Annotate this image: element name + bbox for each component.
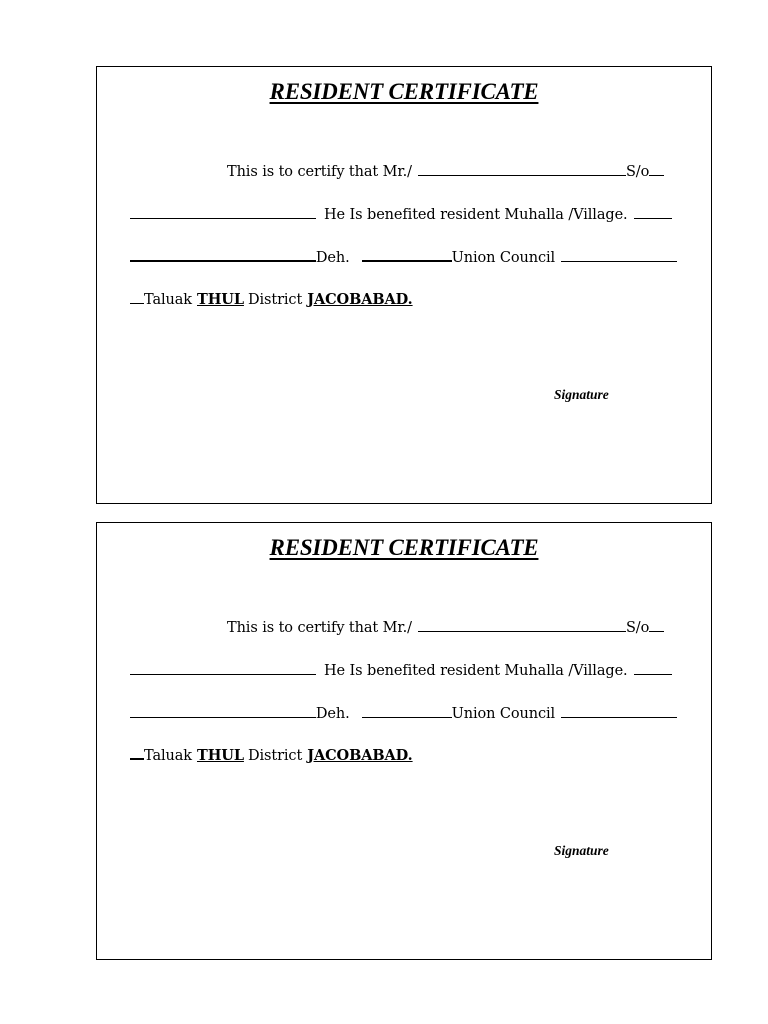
resident-name-blank xyxy=(130,673,316,675)
deh-label: Deh. xyxy=(315,706,350,722)
district-label: District xyxy=(247,292,303,308)
deh-blank xyxy=(362,259,452,262)
father-name-blank xyxy=(649,174,664,176)
deh-blank xyxy=(362,716,452,718)
union-council-blank xyxy=(561,260,677,262)
signature-label: Signature xyxy=(554,843,609,858)
resident-line xyxy=(130,660,677,682)
taluka-line xyxy=(130,289,677,311)
village-blank xyxy=(634,673,672,675)
village-name-blank xyxy=(130,259,316,262)
deh-label: Deh. xyxy=(315,250,350,266)
union-council-label: Union Council xyxy=(451,250,556,266)
village-blank xyxy=(634,217,672,219)
certificate-title: RESIDENT CERTIFICATE xyxy=(269,79,539,104)
father-name-blank xyxy=(649,630,664,632)
deh-line xyxy=(130,703,677,725)
taluka-label: Taluak xyxy=(144,292,192,308)
union-council-name-blank xyxy=(130,757,144,760)
district-label: District xyxy=(247,748,303,764)
son-of-label: S/o xyxy=(625,164,650,180)
union-council-blank xyxy=(561,716,677,718)
certificate-title: RESIDENT CERTIFICATE xyxy=(269,535,539,560)
district-value: JACOBABAD. xyxy=(307,291,413,308)
certify-line xyxy=(130,161,677,183)
signature-label: Signature xyxy=(554,387,609,402)
village-name-blank xyxy=(130,716,316,718)
certify-line xyxy=(130,617,677,639)
union-council-label: Union Council xyxy=(451,706,556,722)
certify-lead-text: This is to certify that Mr./ xyxy=(227,164,412,180)
certify-lead-text: This is to certify that Mr./ xyxy=(227,620,412,636)
certificate-card xyxy=(96,66,712,504)
resident-text: He Is benefited resident Muhalla /Village. xyxy=(324,207,628,223)
district-value: JACOBABAD. xyxy=(307,747,413,764)
taluka-value: THUL xyxy=(197,291,244,308)
resident-name-blank xyxy=(130,217,316,219)
certificate-card xyxy=(96,522,712,960)
taluka-label: Taluak xyxy=(144,748,192,764)
deh-line xyxy=(130,247,677,269)
name-blank xyxy=(418,630,626,632)
resident-text: He Is benefited resident Muhalla /Village. xyxy=(324,663,628,679)
son-of-label: S/o xyxy=(625,620,650,636)
name-blank xyxy=(418,174,626,176)
union-council-name-blank xyxy=(130,302,144,304)
taluka-line xyxy=(130,745,677,767)
resident-line xyxy=(130,204,677,226)
taluka-value: THUL xyxy=(197,747,244,764)
